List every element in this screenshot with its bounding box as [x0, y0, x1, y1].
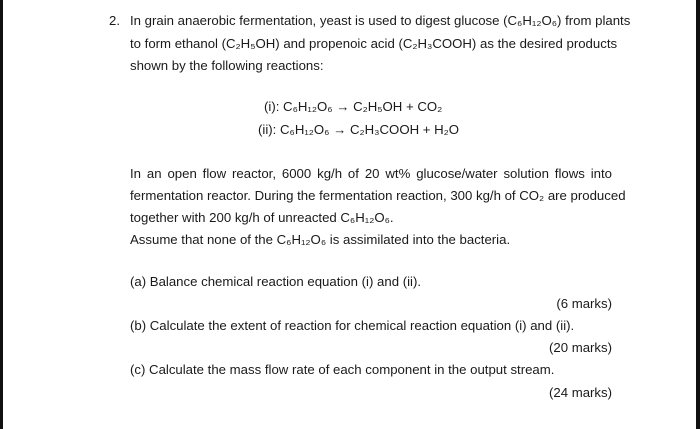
- conditions-line-3: together with 200 kg/h of unreacted C₆H₁₂O₆.: [130, 210, 394, 225]
- conditions-line-2: fermentation reactor. During the fermentation reaction, 300 kg/h of CO₂ are produced: [130, 188, 626, 203]
- intro-line-1: In grain anaerobic fermentation, yeast is used to digest glucose (C₆H₁₂O₆) from plants: [130, 13, 631, 28]
- part-c-marks: (24 marks): [548, 385, 612, 400]
- conditions-line-1: In an open flow reactor, 6000 kg/h of 20 wt% glucose/water solution flows into: [130, 166, 612, 181]
- right-screen-edge: [696, 0, 700, 429]
- conditions-line-4: Assume that none of the C₆H₁₂O₆ is assimilated into the bacteria.: [130, 232, 511, 247]
- part-b-text: (b) Calculate the extent of reaction for chemical reaction equation (i) and (ii).: [130, 318, 575, 333]
- part-c-text: (c) Calculate the mass flow rate of each component in the output stream.: [130, 362, 555, 377]
- part-a-marks: (6 marks): [556, 296, 612, 311]
- part-b-marks: (20 marks): [548, 340, 612, 355]
- intro-line-2: to form ethanol (C₂H₅OH) and propenoic acid (C₂H₃COOH) as the desired products: [130, 36, 618, 51]
- question-number: 2.: [109, 13, 120, 28]
- part-a-text: (a) Balance chemical reaction equation (i) and (ii).: [130, 274, 421, 289]
- intro-line-3: shown by the following reactions:: [130, 58, 324, 73]
- left-screen-edge: [0, 0, 3, 429]
- reaction-i: (i): C₆H₁₂O₆ → C₂H₅OH + CO₂: [264, 99, 443, 114]
- reaction-ii: (ii): C₆H₁₂O₆ → C₂H₃COOH + H₂O: [258, 122, 460, 137]
